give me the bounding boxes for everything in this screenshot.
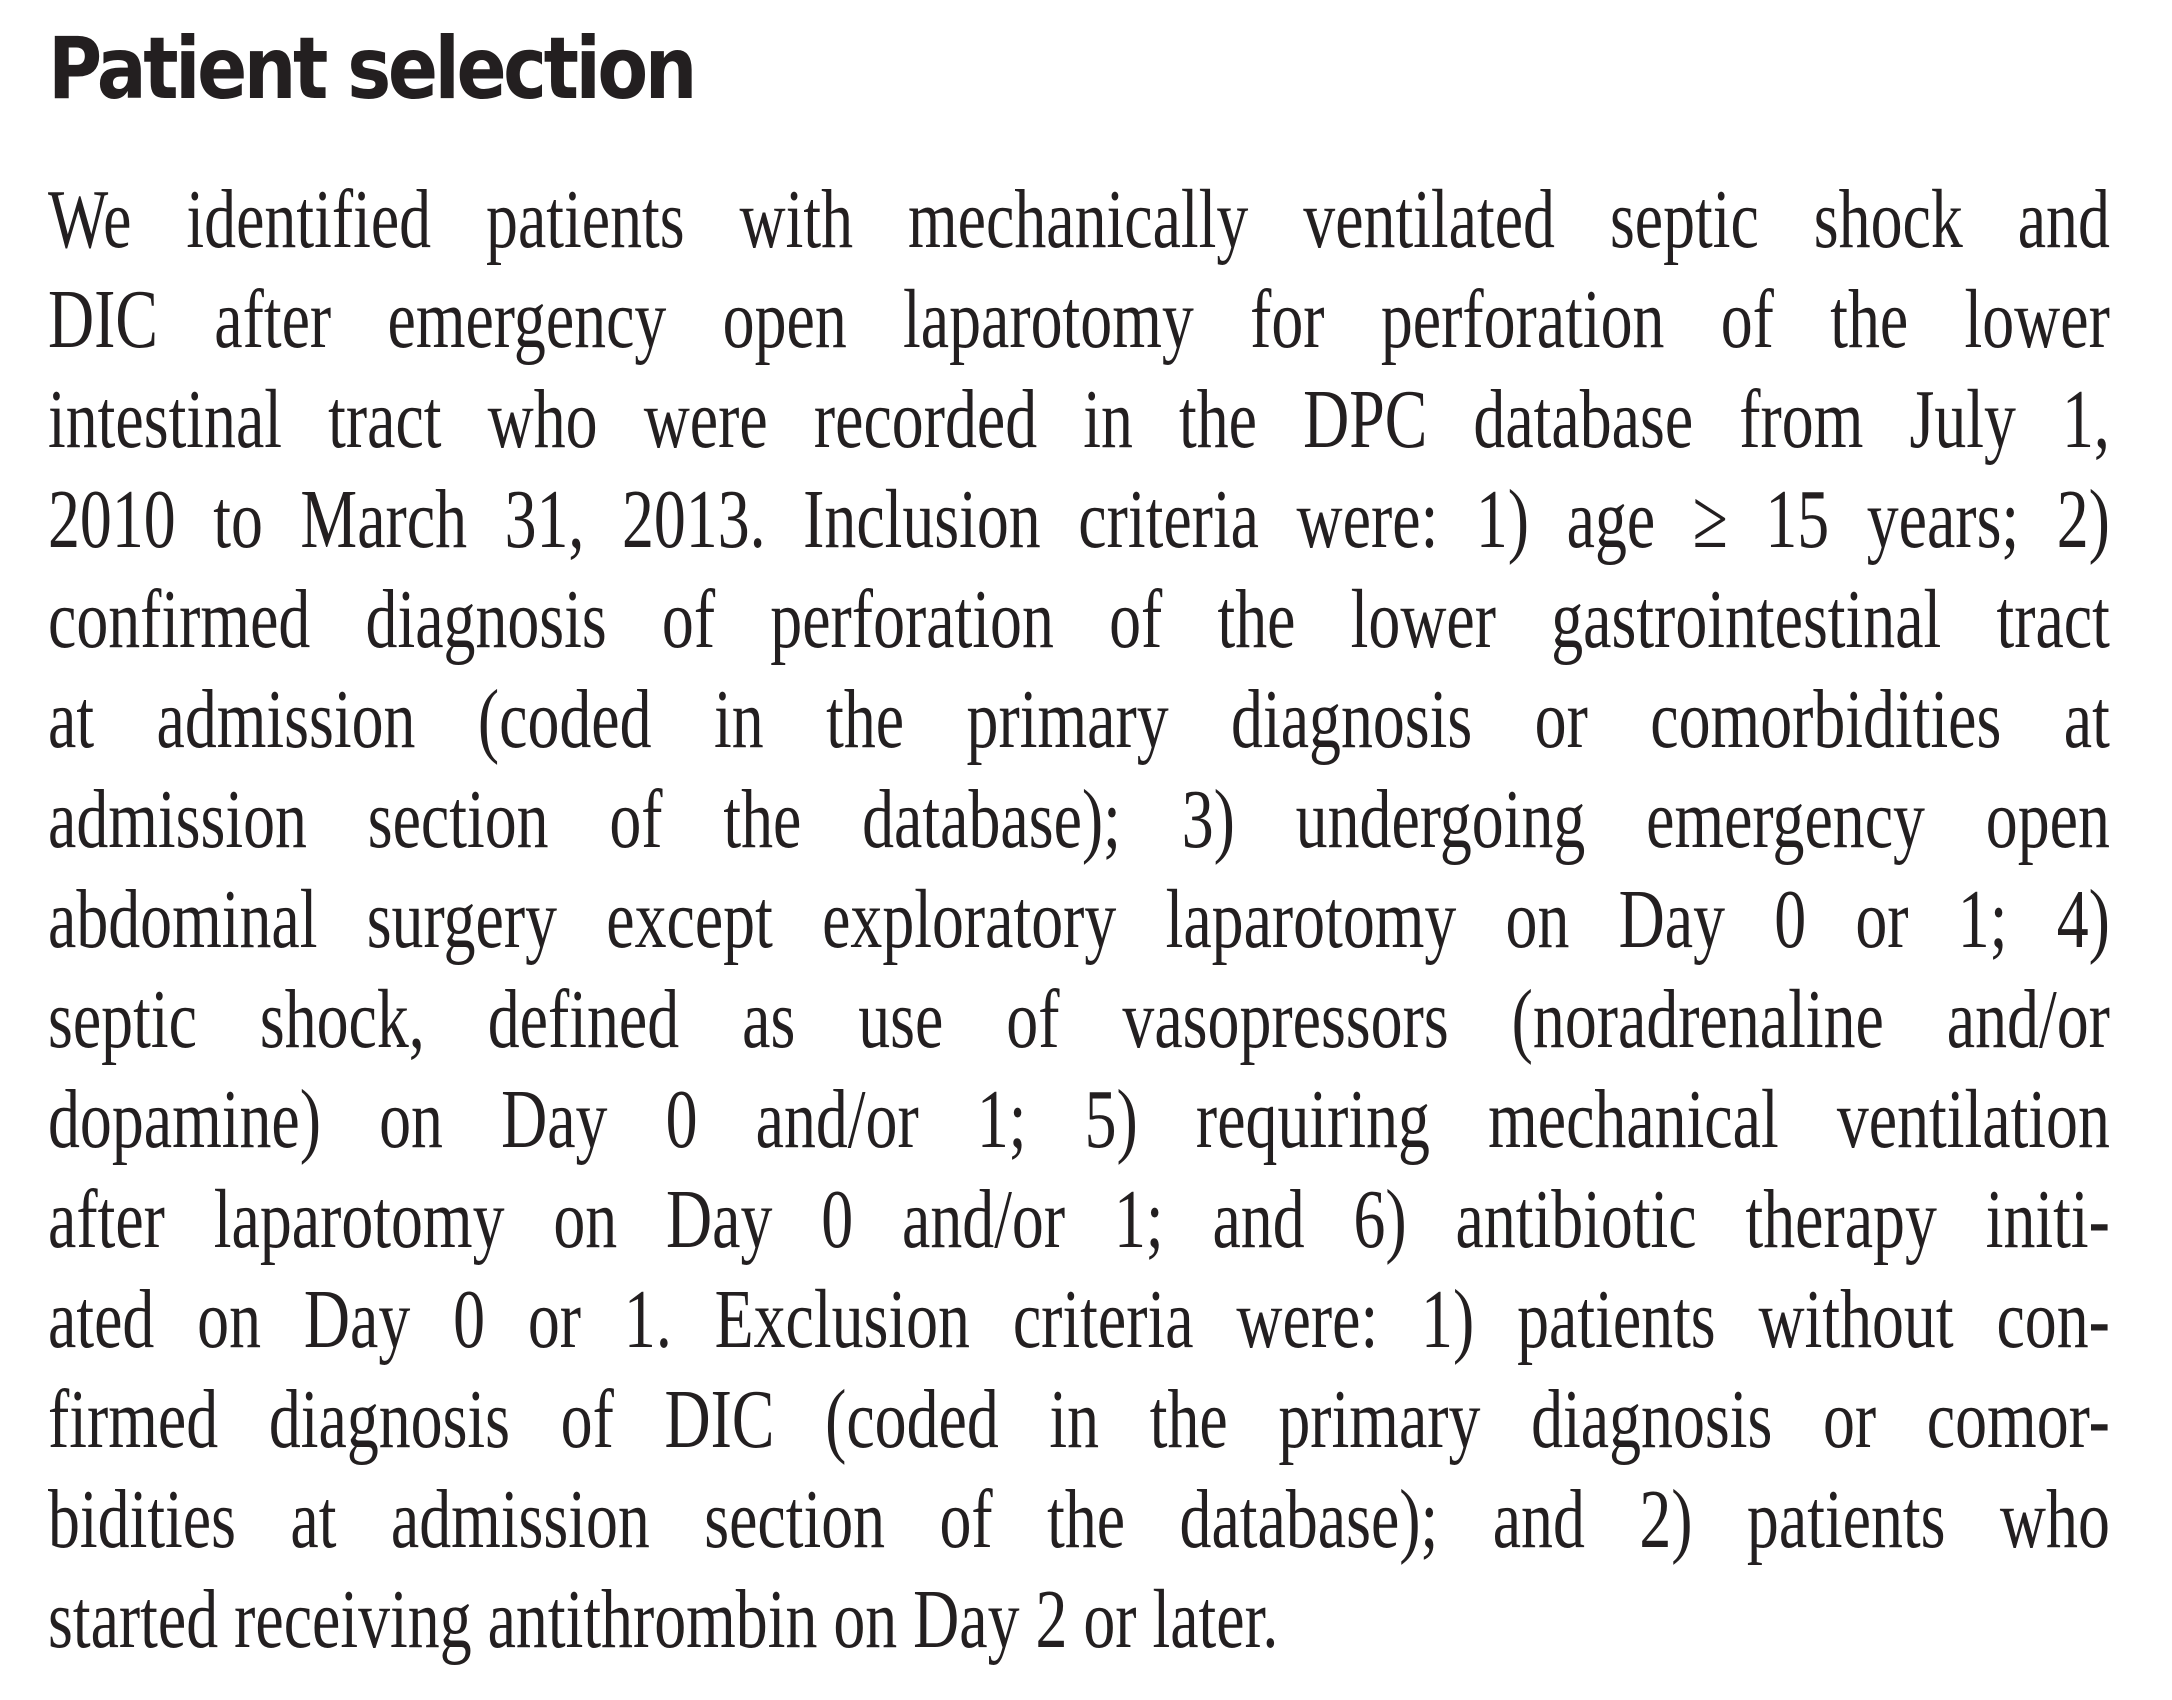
paragraph-line [48,1570,2110,1670]
paragraph-line [48,570,2110,670]
paragraph-line [48,670,2110,770]
paragraph-line [48,970,2110,1070]
paragraph-line-text: after laparotomy on Day 0 and/or 1; and 6) antibiotic therapy initi- [48,1173,2110,1266]
paragraph-line [48,470,2110,570]
paragraph-line-text: 2010 to March 31, 2013. Inclusion criteria were: 1) age ≥ 15 years; 2) [48,473,2110,566]
paragraph-line-text: septic shock, defined as use of vasopressors (noradrenaline and/or [48,973,2110,1066]
paragraph-line-text: admission section of the database); 3) undergoing emergency open [48,773,2110,866]
section-heading: Patient selection [48,19,694,119]
paragraph-line [48,170,2110,270]
paragraph-line-text: bidities at admission section of the database); and 2) patients who [48,1473,2110,1566]
paragraph-line-text: ated on Day 0 or 1. Exclusion criteria were: 1) patients without con- [48,1273,2110,1366]
body-paragraph [48,170,2110,1670]
paragraph-line-text: We identified patients with mechanically ventilated septic shock and [48,173,2110,266]
paragraph-line [48,270,2110,370]
paragraph-line-text: confirmed diagnosis of perforation of the lower gastrointestinal tract [48,573,2110,666]
paragraph-line [48,870,2110,970]
paragraph-line [48,1070,2110,1170]
paragraph-line [48,1170,2110,1270]
paragraph-line-text: firmed diagnosis of DIC (coded in the primary diagnosis or comor- [48,1373,2110,1466]
paragraph-line [48,1270,2110,1370]
paragraph-line [48,770,2110,870]
paragraph-line-text: abdominal surgery except exploratory laparotomy on Day 0 or 1; 4) [48,873,2110,966]
paragraph-line-text: intestinal tract who were recorded in the DPC database from July 1, [48,373,2110,466]
paragraph-line-text: at admission (coded in the primary diagnosis or comorbidities at [48,673,2110,766]
paragraph-line-text: DIC after emergency open laparotomy for perforation of the lower [48,273,2110,366]
paragraph-line-text: dopamine) on Day 0 and/or 1; 5) requiring mechanical ventilation [48,1073,2110,1166]
paragraph-line-text: started receiving antithrombin on Day 2 or later. [48,1573,1279,1666]
paragraph-line [48,1370,2110,1470]
paragraph-line [48,1470,2110,1570]
paragraph-line [48,370,2110,470]
